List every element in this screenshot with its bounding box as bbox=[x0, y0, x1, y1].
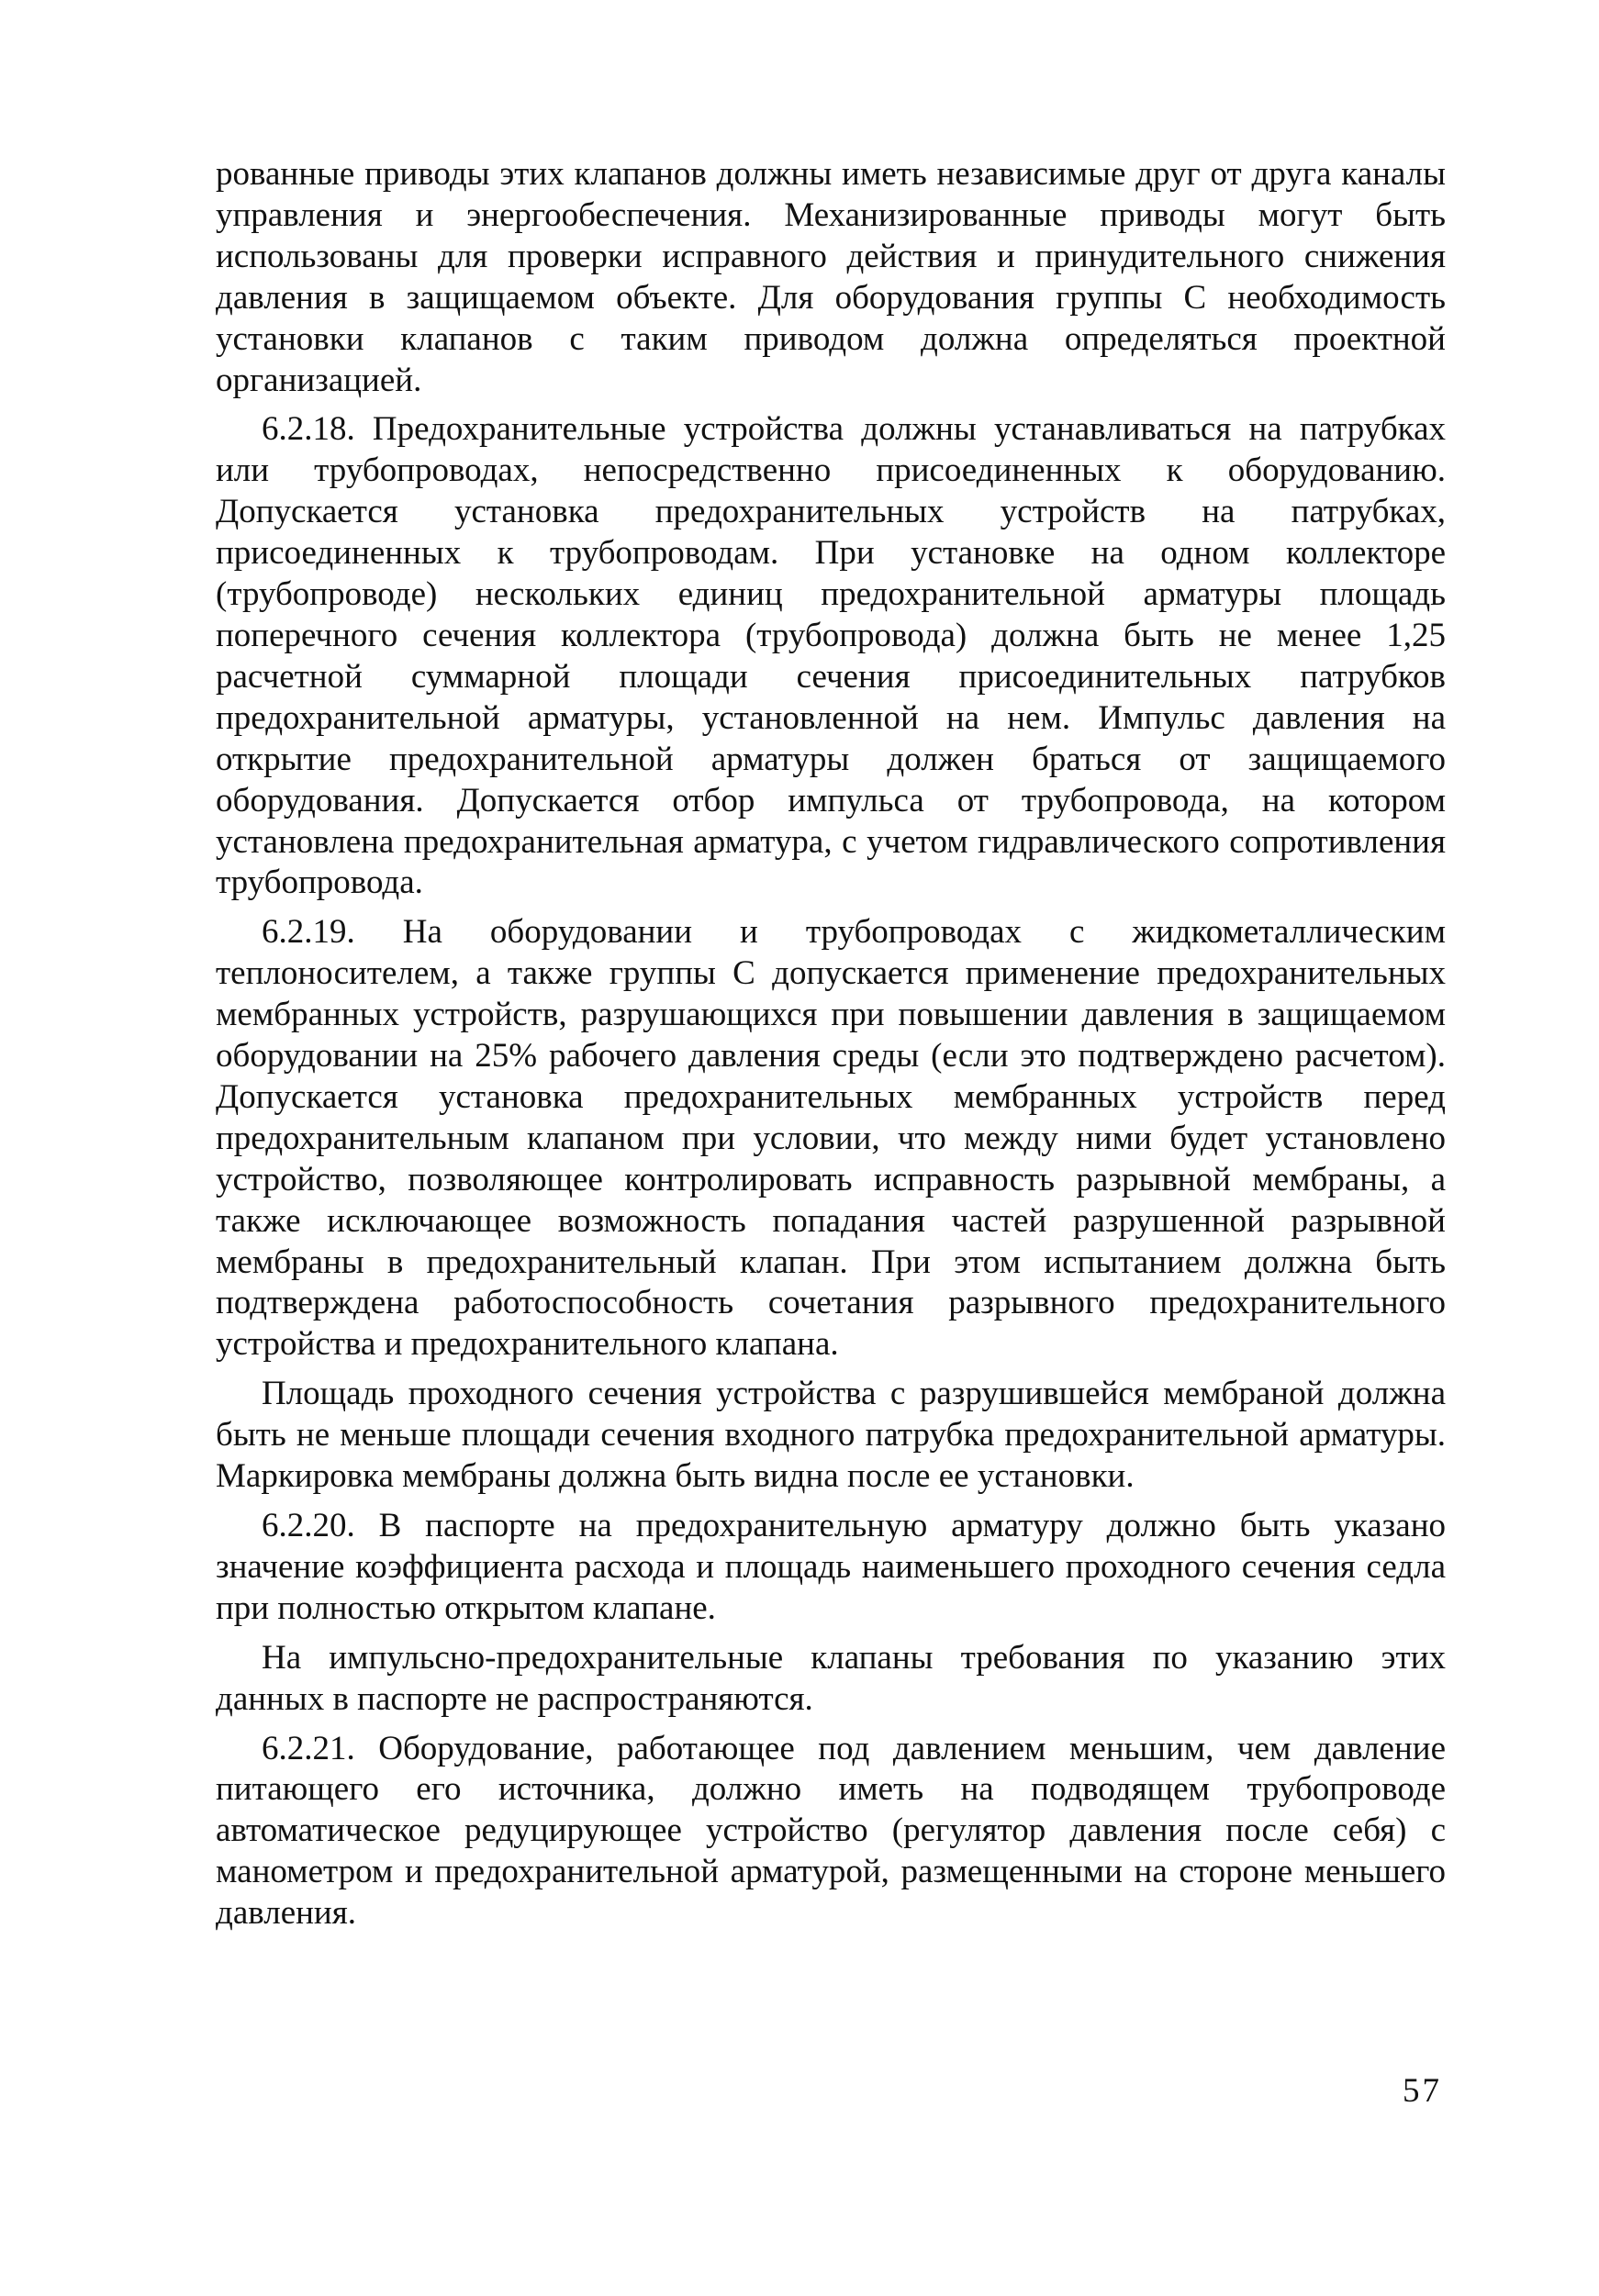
document-body bbox=[216, 154, 1446, 1934]
paragraph-6-2-18: 6.2.18. Предохранительные устройства должны устанавливаться на патрубках или трубопроводах, непосредственно присоединенных к оборудованию. Допускается установка предохранительных устройств на патрубках, присоединенных к трубопроводам. При установке на одном коллекторе (трубопроводе) нескольких единиц предохранительной арматуры площадь поперечного сечения коллектора (трубопровода) должна быть не менее 1,25 расчетной суммарной площади сечения присоединительных патрубков предохранительной арматуры, установленной на нем. Импульс давления на открытие предохранительной арматуры должен браться от защищаемого оборудования. Допускается отбор импульса от трубопровода, на котором установлена предохранительная арматура, с учетом гидравлического сопротивления трубопровода. bbox=[216, 410, 1446, 902]
paragraph-impulse-valves: На импульсно-предохранительные клапаны требования по указанию этих данных в паспорте не распространяются. bbox=[216, 1638, 1446, 1718]
page-number: 57 bbox=[1403, 2072, 1442, 2110]
paragraph-6-2-19: 6.2.19. На оборудовании и трубопроводах с жидкометаллическим теплоносителем, а также группы С допускается применение предохранительных мембранных устройств, разрушающихся при повышении давления в защищаемом оборудовании на 25% рабочего давления среды (если это подтверждено расчетом). Допускается установка предохранительных мембранных устройств перед предохранительным клапаном при условии, что между ними будет установлено устройство, позволяющее контролировать исправность разрывной мембраны, а также исключающее возможность попадания частей разрушенной разрывной мембраны в предохранительный клапан. При этом испытанием должна быть подтверждена работоспособность сочетания разрывного предохранительного устройства и предохранительного клапана. bbox=[216, 913, 1446, 1364]
paragraph-continuation: рованные приводы этих клапанов должны иметь независимые друг от друга каналы управления и энергообеспечения. Механизированные приводы могут быть использованы для проверки исправного действия и принудительного снижения давления в защищаемом объекте. Для оборудования группы С необходимость установки клапанов с таким приводом должна определяться проектной организацией. bbox=[216, 155, 1446, 399]
paragraph-6-2-21: 6.2.21. Оборудование, работающее под давлением меньшим, чем давление питающего его источника, должно иметь на подводящем трубопроводе автоматическое редуцирующее устройство (регулятор давления после себя) с манометром и предохранительной арматурой, размещенными на стороне меньшего давления. bbox=[216, 1729, 1446, 1933]
paragraph-membrane-area: Площадь проходного сечения устройства с разрушившейся мембраной должна быть не меньше площади сечения входного патрубка предохранительной арматуры. Маркировка мембраны должна быть видна после ее установки. bbox=[216, 1375, 1446, 1496]
paragraph-6-2-20: 6.2.20. В паспорте на предохранительную арматуру должно быть указано значение коэффициента расхода и площадь наименьшего проходного сечения седла при полностью открытом клапане. bbox=[216, 1507, 1446, 1627]
